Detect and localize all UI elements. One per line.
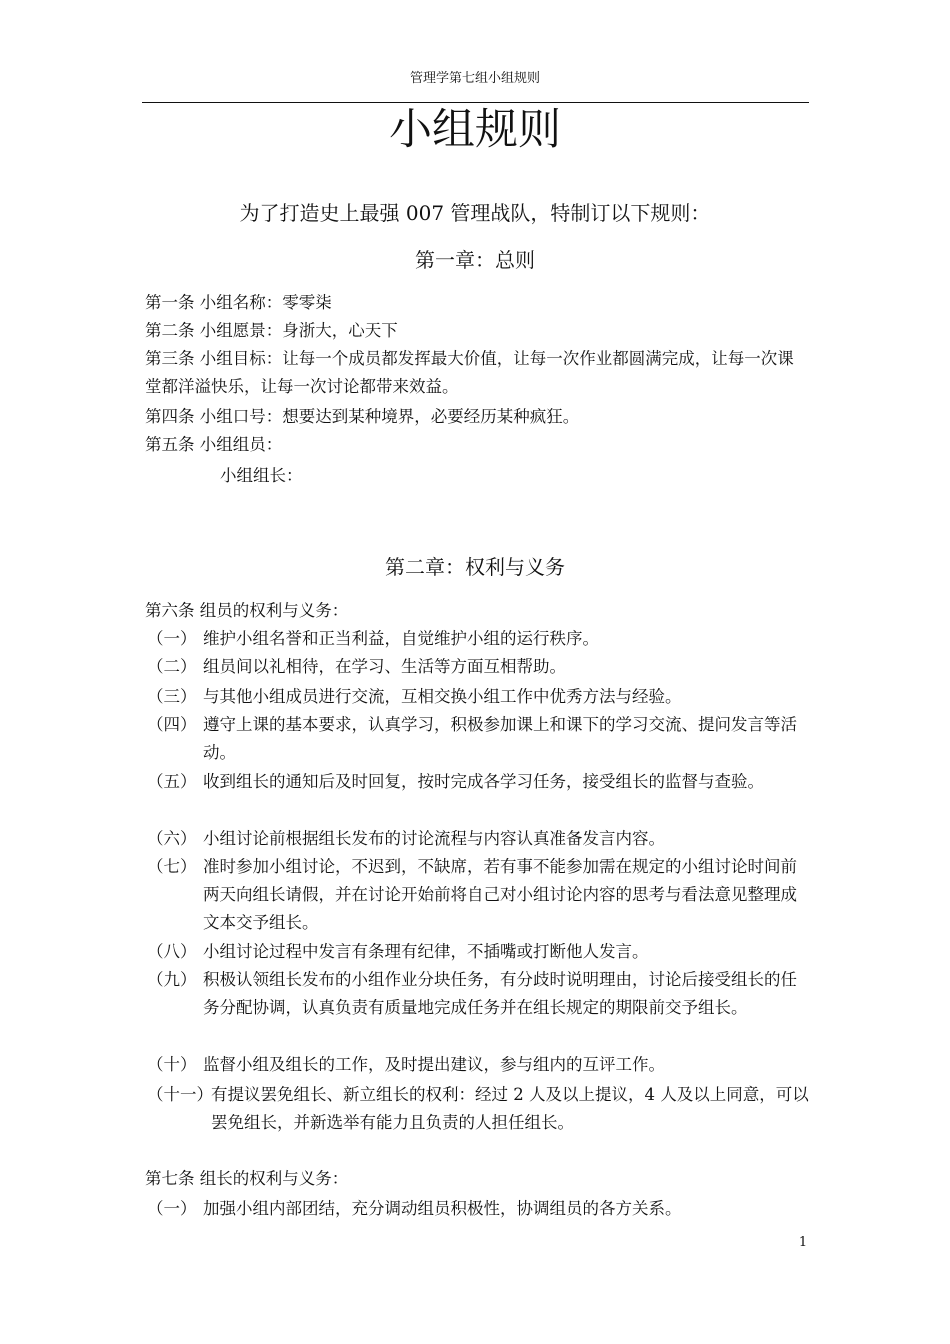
item-text: 加强小组内部团结，充分调动组员积极性，协调组员的各方关系。 — [203, 1199, 682, 1218]
item-text: 遵守上课的基本要求，认真学习，积极参加课上和课下的学习交流、提问发言等活动。 — [203, 715, 797, 762]
item-marker: （八） — [147, 942, 197, 961]
item-marker: （三） — [147, 687, 197, 706]
article-6-item-7 — [147, 853, 812, 937]
item-marker: （十） — [147, 1055, 197, 1074]
item-text: 组员间以礼相待，在学习、生活等方面互相帮助。 — [203, 657, 566, 676]
running-header: 管理学第七组小组规则 — [409, 71, 540, 86]
article-6-heading: 第六条 组员的权利与义务： — [145, 601, 349, 620]
article-2: 第二条 小组愿景：身浙大，心天下 — [145, 321, 398, 340]
item-marker: （十一） — [147, 1085, 213, 1104]
item-text: 监督小组及组长的工作，及时提出建议，参与组内的互评工作。 — [203, 1055, 665, 1074]
item-marker: （九） — [147, 970, 197, 989]
article-6-item-8 — [147, 938, 812, 966]
article-4: 第四条 小组口号：想要达到某种境界，必要经历某种疯狂。 — [145, 407, 580, 426]
group-leader-label: 小组组长： — [220, 466, 303, 485]
item-marker: （二） — [147, 657, 197, 676]
article-6-item-6 — [147, 825, 812, 853]
item-marker: （六） — [147, 829, 197, 848]
article-6-item-9 — [147, 966, 812, 1022]
article-6-item-10 — [147, 1051, 812, 1079]
article-3: 第三条 小组目标：让每一个成员都发挥最大价值，让每一次作业都圆满完成，让每一次课堂都洋溢快乐，让每一次讨论都带来效益。 — [145, 349, 794, 396]
item-text: 维护小组名誉和正当利益，自觉维护小组的运行秩序。 — [203, 629, 599, 648]
item-text: 有提议罢免组长、新立组长的权利：经过 2 人及以上提议，4 人及以上同意，可以罢免组长，并新选举有能力且负责的人担任组长。 — [211, 1085, 809, 1132]
article-6-item-4 — [147, 711, 812, 767]
article-6-item-2 — [147, 653, 812, 681]
article-5: 第五条 小组组员： — [145, 435, 283, 454]
article-6-item-5 — [147, 768, 812, 796]
item-marker: （一） — [147, 1199, 197, 1218]
item-marker: （七） — [147, 857, 197, 876]
article-7-item-1 — [147, 1195, 812, 1223]
chapter-2-heading: 第二章：权利与义务 — [385, 555, 565, 579]
item-marker: （四） — [147, 715, 197, 734]
article-6-item-11 — [147, 1081, 812, 1137]
item-marker: （五） — [147, 772, 197, 791]
document-title: 小组规则 — [389, 105, 561, 155]
page-number: 1 — [798, 1235, 808, 1250]
item-text: 小组讨论过程中发言有条理有纪律，不插嘴或打断他人发言。 — [203, 942, 649, 961]
item-text: 收到组长的通知后及时回复，按时完成各学习任务，接受组长的监督与查验。 — [203, 772, 764, 791]
article-6-item-3 — [147, 683, 812, 711]
intro-statement: 为了打造史上最强 007 管理战队，特制订以下规则： — [239, 201, 711, 225]
article-7-heading: 第七条 组长的权利与义务： — [145, 1169, 349, 1188]
item-text: 与其他小组成员进行交流，互相交换小组工作中优秀方法与经验。 — [203, 687, 682, 706]
item-text: 积极认领组长发布的小组作业分块任务，有分歧时说明理由，讨论后接受组长的任 务分配协调，认真负责有质量地完成任务并在组长规定的期限前交予组长。 — [203, 970, 797, 1017]
article-1: 第一条 小组名称：零零柒 — [145, 293, 332, 312]
item-text: 小组讨论前根据组长发布的讨论流程与内容认真准备发言内容。 — [203, 829, 665, 848]
item-marker: （一） — [147, 629, 197, 648]
article-6-item-1 — [147, 625, 812, 653]
item-text: 准时参加小组讨论，不迟到，不缺席，若有事不能参加需在规定的小组讨论时间前两天向组长请假，并在讨论开始前将自己对小组讨论内容的思考与看法意见整理成文本交予组长。 — [203, 857, 797, 932]
chapter-1-heading: 第一章：总则 — [415, 248, 535, 272]
